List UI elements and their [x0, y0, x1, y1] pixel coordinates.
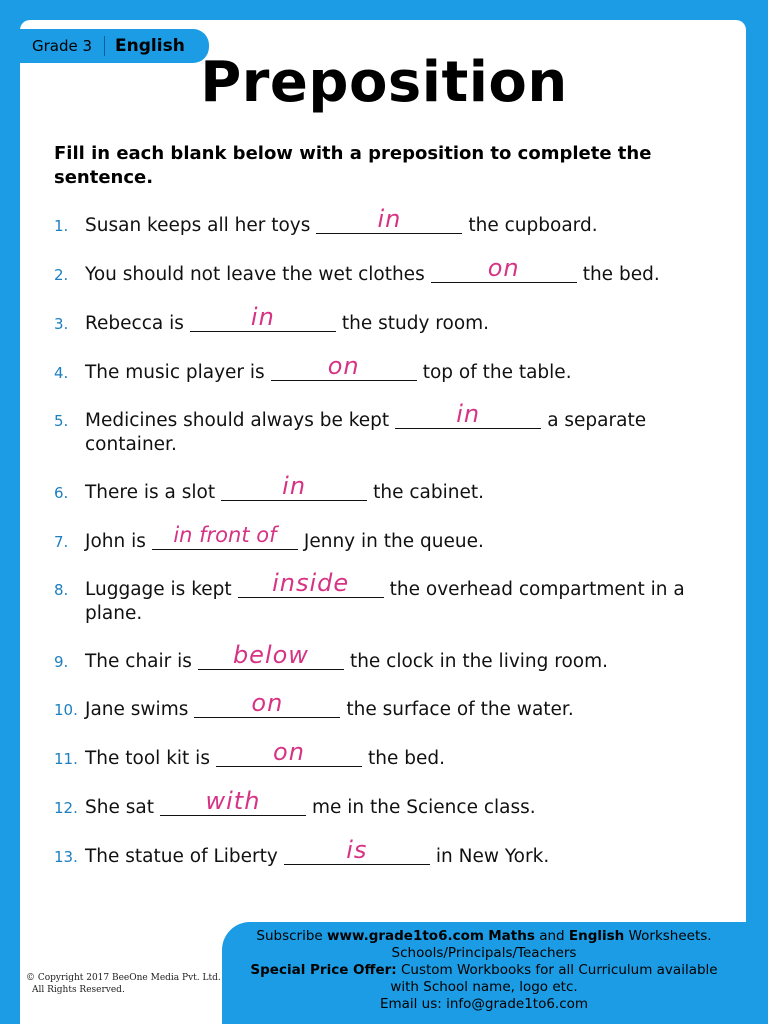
answer-blank[interactable] — [238, 569, 384, 598]
question-row — [54, 738, 734, 771]
sentence-start: The tool kit is — [85, 748, 210, 769]
handwritten-answer: on — [487, 254, 520, 282]
sentence-end: top of the table. — [422, 362, 572, 383]
question-text — [85, 787, 734, 820]
sentence-start: The statue of Liberty — [85, 846, 278, 867]
and-label: and — [539, 928, 565, 944]
question-row — [54, 569, 734, 626]
sentence-start: You should not leave the wet clothes — [85, 264, 425, 285]
copyright-line-2: All Rights Reserved. — [32, 985, 125, 995]
sentence-end: the bed. — [367, 748, 445, 769]
question-row — [54, 400, 734, 457]
offer-line — [222, 962, 746, 979]
answer-blank[interactable] — [271, 352, 417, 381]
answer-blank[interactable] — [194, 689, 340, 718]
question-row — [54, 787, 734, 820]
sentence-end: the bed. — [582, 264, 660, 285]
handwritten-answer: is — [346, 836, 368, 864]
sentence-end: the clock in the living room. — [349, 651, 609, 672]
handwritten-answer: on — [273, 738, 305, 766]
sentence-start: Rebecca is — [85, 313, 184, 334]
answer-blank[interactable] — [395, 400, 541, 429]
question-row — [54, 836, 734, 869]
answer-blank[interactable] — [216, 738, 362, 767]
subscribe-prefix: Subscribe — [256, 928, 323, 944]
question-row — [54, 641, 734, 674]
sentence-start: John is — [85, 531, 146, 552]
handwritten-answer: in — [456, 400, 481, 428]
copyright-line-1: © Copyright 2017 BeeOne Media Pvt. Ltd. — [26, 973, 221, 983]
question-text — [85, 641, 734, 674]
answer-blank[interactable] — [431, 254, 577, 283]
handwritten-answer: in — [282, 472, 307, 500]
question-number: 5. — [54, 412, 69, 430]
sentence-start: The music player is — [85, 362, 265, 383]
sentence-end: in New York. — [435, 846, 550, 867]
question-text — [85, 352, 734, 385]
email-line[interactable]: Email us: info@grade1to6.com — [379, 996, 589, 1012]
offer-line-2: with School name, logo etc. — [390, 979, 578, 995]
question-number: 3. — [54, 315, 69, 333]
sentence-start: There is a slot — [85, 482, 216, 503]
sentence-start: Medicines should always be kept — [85, 410, 390, 431]
question-row — [54, 523, 734, 554]
question-text — [85, 523, 734, 554]
question-number: 10. — [54, 701, 78, 719]
handwritten-answer: on — [327, 352, 360, 380]
question-text — [85, 303, 734, 336]
question-number: 2. — [54, 266, 69, 284]
sentence-start: Jane swims — [85, 699, 189, 720]
question-number: 7. — [54, 533, 69, 551]
sentence-end: the surface of the water. — [346, 699, 574, 720]
sentence-end: me in the Science class. — [311, 797, 536, 818]
instructions: Fill in each blank below with a preposition to complete the sentence. — [54, 143, 652, 188]
answer-blank[interactable] — [198, 641, 344, 670]
sentence-end: the overhead compartment in a plane. — [85, 579, 685, 624]
sentence-start: She sat — [85, 797, 154, 818]
question-row — [54, 303, 734, 336]
question-row — [54, 689, 734, 722]
subscribe-banner — [222, 922, 746, 1024]
question-text — [85, 836, 734, 869]
site-link[interactable]: www.grade1to6.com — [327, 928, 484, 944]
question-number: 11. — [54, 750, 78, 768]
question-row — [54, 254, 734, 287]
answer-blank[interactable] — [316, 205, 462, 234]
question-row — [54, 472, 734, 505]
offer-text: Custom Workbooks for all Curriculum available — [400, 962, 718, 978]
question-text — [85, 400, 734, 457]
sentence-end: a separate container. — [85, 410, 647, 455]
question-number: 9. — [54, 653, 69, 671]
sentence-start: Susan keeps all her toys — [85, 215, 311, 236]
worksheets-label: Worksheets. — [628, 928, 712, 944]
sentence-end: Jenny in the queue. — [303, 531, 484, 552]
question-number: 8. — [54, 581, 69, 599]
question-number: 6. — [54, 484, 69, 502]
answer-blank[interactable] — [221, 472, 367, 501]
sentence-start: The chair is — [85, 651, 192, 672]
question-text — [85, 689, 734, 722]
question-number: 1. — [54, 217, 69, 235]
handwritten-answer: inside — [272, 569, 350, 597]
question-text — [85, 569, 734, 626]
audience-line: Schools/Principals/Teachers — [391, 945, 577, 961]
question-text — [85, 738, 734, 771]
question-row — [54, 352, 734, 385]
handwritten-answer: in — [377, 205, 402, 233]
question-row — [54, 205, 734, 238]
grade-label: Grade 3 — [32, 37, 93, 55]
answer-blank[interactable] — [190, 303, 336, 332]
answer-blank[interactable] — [152, 523, 298, 550]
copyright — [26, 972, 221, 996]
question-number: 12. — [54, 799, 78, 817]
question-number: 4. — [54, 364, 69, 382]
sentence-end: the study room. — [341, 313, 490, 334]
subscribe-line — [222, 928, 746, 945]
page-title: Preposition — [200, 50, 568, 115]
sentence-end: the cupboard. — [468, 215, 598, 236]
english-label: English — [568, 928, 625, 944]
answer-blank[interactable] — [284, 836, 430, 865]
offer-label: Special Price Offer: — [250, 962, 397, 978]
handwritten-answer: in front of — [173, 523, 277, 547]
sentence-end: the cabinet. — [373, 482, 484, 503]
handwritten-answer: on — [251, 689, 284, 717]
question-text — [85, 254, 734, 287]
sentence-start: Luggage is kept — [85, 579, 232, 600]
answer-blank[interactable] — [160, 787, 306, 816]
handwritten-answer: below — [232, 641, 309, 669]
handwritten-answer: with — [205, 787, 261, 815]
question-text — [85, 472, 734, 505]
maths-label: Maths — [488, 928, 535, 944]
subject-label: English — [115, 36, 185, 56]
question-text — [85, 205, 734, 238]
question-number: 13. — [54, 848, 78, 866]
handwritten-answer: in — [250, 303, 275, 331]
